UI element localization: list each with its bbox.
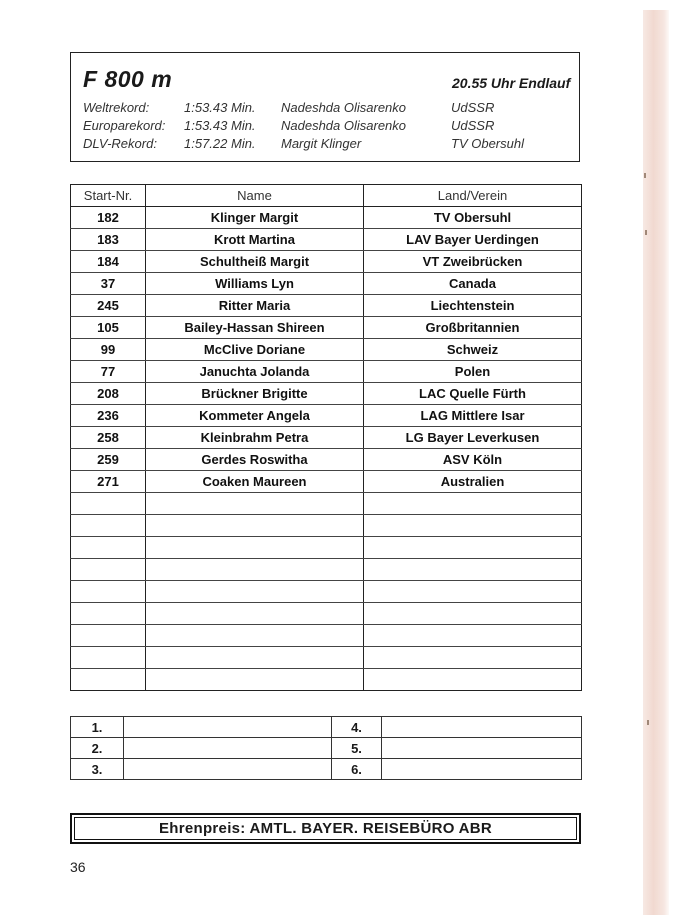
empty-cell [71,669,146,691]
start-number: 245 [71,295,146,317]
placing-row [71,717,582,738]
empty-cell [364,515,582,537]
club-country: LAG Mittlere Isar [364,405,582,427]
club-country: Polen [364,361,582,383]
empty-cell [364,581,582,603]
placing-entry-blank [124,717,332,738]
empty-cell [146,669,364,691]
athlete-name: Williams Lyn [146,273,364,295]
empty-cell [71,559,146,581]
empty-table-row [71,603,582,625]
start-number: 236 [71,405,146,427]
table-row [71,449,582,471]
empty-table-row [71,625,582,647]
placing-row [71,759,582,780]
empty-table-row [71,515,582,537]
record-row [71,118,579,136]
record-label: DLV-Rekord: [83,136,157,151]
athlete-name: Kleinbrahm Petra [146,427,364,449]
table-row [71,207,582,229]
start-number: 271 [71,471,146,493]
table-row [71,229,582,251]
placings-body [71,717,582,780]
athlete-name: Bailey-Hassan Shireen [146,317,364,339]
club-country: TV Obersuhl [364,207,582,229]
athlete-name: Gerdes Roswitha [146,449,364,471]
club-country: ASV Köln [364,449,582,471]
column-header-start-nr: Start-Nr. [71,185,146,207]
athlete-name: McClive Doriane [146,339,364,361]
start-number: 258 [71,427,146,449]
club-country: LAC Quelle Fürth [364,383,582,405]
start-number: 105 [71,317,146,339]
empty-cell [364,559,582,581]
start-list-table [70,184,582,691]
empty-cell [146,537,364,559]
start-number: 208 [71,383,146,405]
empty-cell [71,493,146,515]
club-country: LG Bayer Leverkusen [364,427,582,449]
empty-cell [146,625,364,647]
start-number: 77 [71,361,146,383]
record-country: UdSSR [451,100,495,115]
empty-cell [146,515,364,537]
record-row [71,136,579,154]
club-country: Canada [364,273,582,295]
empty-cell [71,581,146,603]
placing-entry-blank [124,759,332,780]
table-row [71,427,582,449]
table-row [71,317,582,339]
empty-cell [146,647,364,669]
placing-rank: 6. [332,759,382,780]
placing-rank: 5. [332,738,382,759]
page-number: 36 [70,859,86,875]
paper-speck [644,173,646,178]
prize-box [70,813,581,844]
record-country: TV Obersuhl [451,136,524,151]
athlete-name: Januchta Jolanda [146,361,364,383]
athlete-name: Ritter Maria [146,295,364,317]
athlete-name: Kommeter Angela [146,405,364,427]
empty-cell [146,581,364,603]
empty-cell [71,647,146,669]
empty-cell [364,493,582,515]
table-row [71,361,582,383]
start-number: 259 [71,449,146,471]
table-row [71,339,582,361]
record-time: 1:53.43 Min. [184,100,256,115]
club-country: Liechtenstein [364,295,582,317]
empty-cell [146,559,364,581]
placing-entry-blank [382,759,582,780]
athlete-name: Klinger Margit [146,207,364,229]
record-header-box [70,52,580,162]
empty-table-row [71,669,582,691]
record-row [71,100,579,118]
prize-text: Ehrenpreis: AMTL. BAYER. REISEBÜRO ABR [158,820,493,837]
placing-entry-blank [382,717,582,738]
empty-cell [364,669,582,691]
table-header-row [71,185,582,207]
placing-entry-blank [124,738,332,759]
table-row [71,405,582,427]
club-country: Großbritannien [364,317,582,339]
table-row [71,251,582,273]
athlete-name: Coaken Maureen [146,471,364,493]
athlete-name: Schultheiß Margit [146,251,364,273]
athlete-name: Brückner Brigitte [146,383,364,405]
placing-entry-blank [382,738,582,759]
table-row [71,295,582,317]
empty-cell [71,625,146,647]
paper-speck [647,720,649,725]
athlete-name: Krott Martina [146,229,364,251]
empty-table-row [71,647,582,669]
placing-rank: 1. [71,717,124,738]
start-list-body [71,207,582,691]
record-country: UdSSR [451,118,495,133]
table-row [71,383,582,405]
record-time: 1:57.22 Min. [184,136,256,151]
placing-rank: 3. [71,759,124,780]
empty-cell [364,625,582,647]
start-number: 184 [71,251,146,273]
record-holder: Nadeshda Olisarenko [281,100,407,115]
start-number: 183 [71,229,146,251]
empty-cell [71,515,146,537]
start-number: 182 [71,207,146,229]
record-time: 1:53.43 Min. [184,118,256,133]
table-row [71,273,582,295]
empty-cell [146,603,364,625]
placing-rank: 4. [332,717,382,738]
paper-speck [645,230,647,235]
empty-table-row [71,537,582,559]
empty-cell [146,493,364,515]
club-country: Schweiz [364,339,582,361]
empty-cell [364,537,582,559]
empty-cell [364,647,582,669]
empty-table-row [71,559,582,581]
empty-table-row [71,493,582,515]
table-row [71,471,582,493]
placings-table [70,716,582,780]
event-title: F 800 m [83,66,173,92]
page-edge-stripe [643,10,669,915]
club-country: LAV Bayer Uerdingen [364,229,582,251]
club-country: Australien [364,471,582,493]
record-holder: Nadeshda Olisarenko [281,118,407,133]
empty-cell [71,603,146,625]
column-header-name: Name [146,185,364,207]
empty-table-row [71,581,582,603]
column-header-club: Land/Verein [364,185,582,207]
placing-rank: 2. [71,738,124,759]
race-time-info: 20.55 Uhr Endlauf [452,75,571,91]
record-label: Europarekord: [83,118,166,133]
empty-cell [364,603,582,625]
record-label: Weltrekord: [83,100,150,115]
start-number: 37 [71,273,146,295]
empty-cell [71,537,146,559]
start-number: 99 [71,339,146,361]
placing-row [71,738,582,759]
club-country: VT Zweibrücken [364,251,582,273]
record-holder: Margit Klinger [281,136,362,151]
